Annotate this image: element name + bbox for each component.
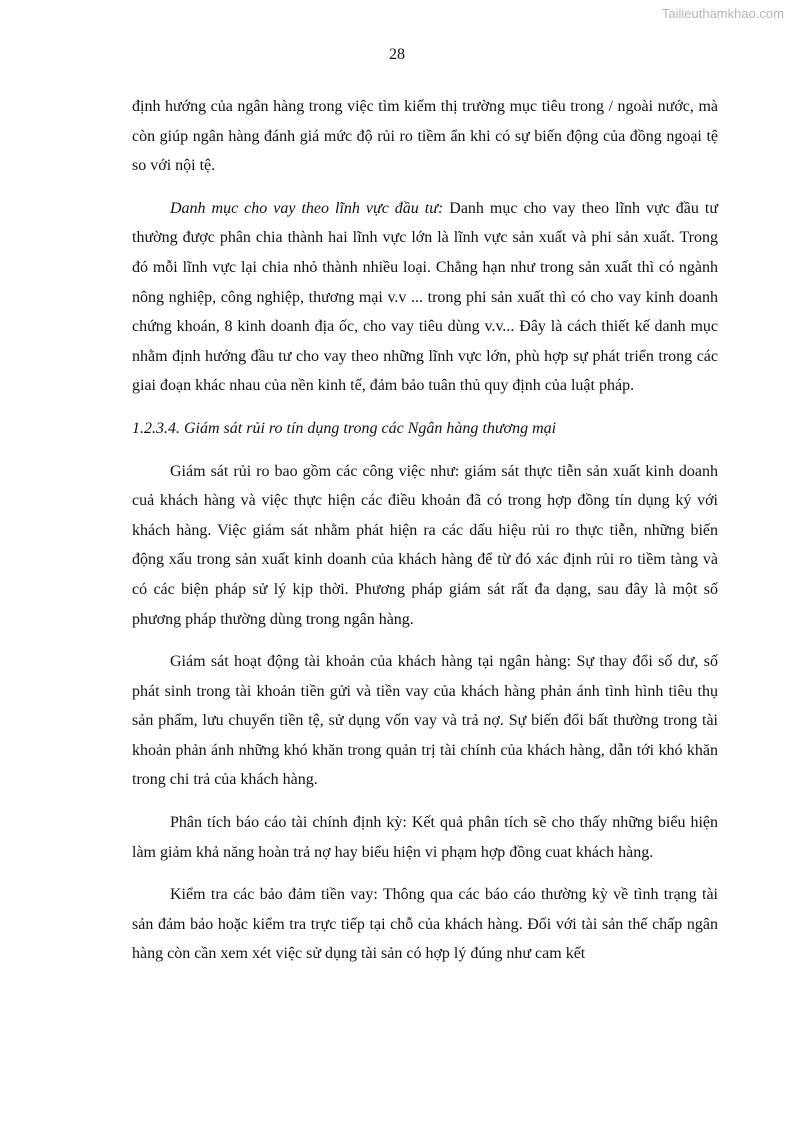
paragraph-lead-italic: Danh mục cho vay theo lĩnh vực đầu tư: <box>170 199 444 217</box>
body-text <box>132 92 718 982</box>
paragraph-body: Danh mục cho vay theo lĩnh vực đầu tư thường được phân chia thành hai lĩnh vực lớn là lĩnh vực sản xuất và phi sản xuất. Trong đó mỗi lĩnh vực lại chia nhỏ thành nhiều loại. Chẳng hạn như trong sản xuất thì có ngành nông nghiệp, công nghiệp, thương mại v.v ... trong phi sản xuất thì có cho vay kinh doanh chứng khoán, 8 kinh doanh địa ốc, cho vay tiêu dùng v.v... Đây là cách thiết kế danh mục nhằm định hướng đầu tư cho vay theo những lĩnh vực lớn, phù hợp sự phát triển trong các giai đoạn khác nhau của nền kinh tế, đảm bảo tuân thủ quy định của luật pháp. <box>132 199 718 395</box>
paragraph-risk-monitoring: Giám sát rủi ro bao gồm các công việc như: giám sát thực tiễn sản xuất kinh doanh cuả khách hàng và việc thực hiện các điều khoản đã có trong hợp đồng tín dụng ký với khách hàng. Việc giám sát nhằm phát hiện ra các dấu hiệu rủi ro thực tiễn, những biến động xấu trong sản xuất kinh doanh của khách hàng để từ đó xác định rủi ro tiềm tàng và có các biện pháp sử lý kịp thời. Phương pháp giám sát rất đa dạng, sau đây là một số phương pháp thường dùng trong ngân hàng. <box>132 462 718 628</box>
paragraph-loan-portfolio-by-sector <box>132 194 718 401</box>
paragraph-collateral-inspection: Kiểm tra các bảo đảm tiền vay: Thông qua các báo cáo thường kỳ về tình trạng tài sản đảm bảo hoặc kiểm tra trực tiếp tại chỗ của khách hàng. Đối với tài sản thế chấp ngân hàng còn cần xem xét việc sử dụng tài sản có hợp lý đúng như cam kết <box>132 886 718 963</box>
paragraph-financial-report-analysis: Phân tích báo cáo tài chính định kỳ: Kết quả phân tích sẽ cho thấy những biểu hiện làm giảm khả năng hoàn trả nợ hay biểu hiện vi phạm hợp đồng cuat khách hàng. <box>132 814 718 861</box>
watermark: Tailieuthamkhao.com <box>661 6 784 21</box>
paragraph-account-monitoring: Giám sát hoạt động tài khoản của khách hàng tại ngân hàng: Sự thay đổi số dư, số phát sinh trong tài khoản tiền gửi và tiền vay của khách hàng phản ánh tình hình tiêu thụ sản phẩm, lưu chuyển tiền tệ, sử dụng vốn vay và trả nợ. Sự biến đổi bất thường trong tài khoản phản ánh những khó khăn trong quản trị tài chính của khách hàng, dẫn tới khó khăn trong chi trả của khách hàng. <box>132 653 718 789</box>
section-heading: 1.2.3.4. Giám sát rủi ro tín dụng trong các Ngân hàng thương mại <box>132 419 557 437</box>
page-number: 28 <box>389 46 405 63</box>
paragraph-continuation: định hướng của ngân hàng trong việc tìm kiếm thị trường mục tiêu trong / ngoài nước, mà còn giúp ngân hàng đánh giá mức độ rủi ro tiềm ẩn khi có sự biến động của đồng ngoại tệ so với nội tệ. <box>132 98 718 175</box>
